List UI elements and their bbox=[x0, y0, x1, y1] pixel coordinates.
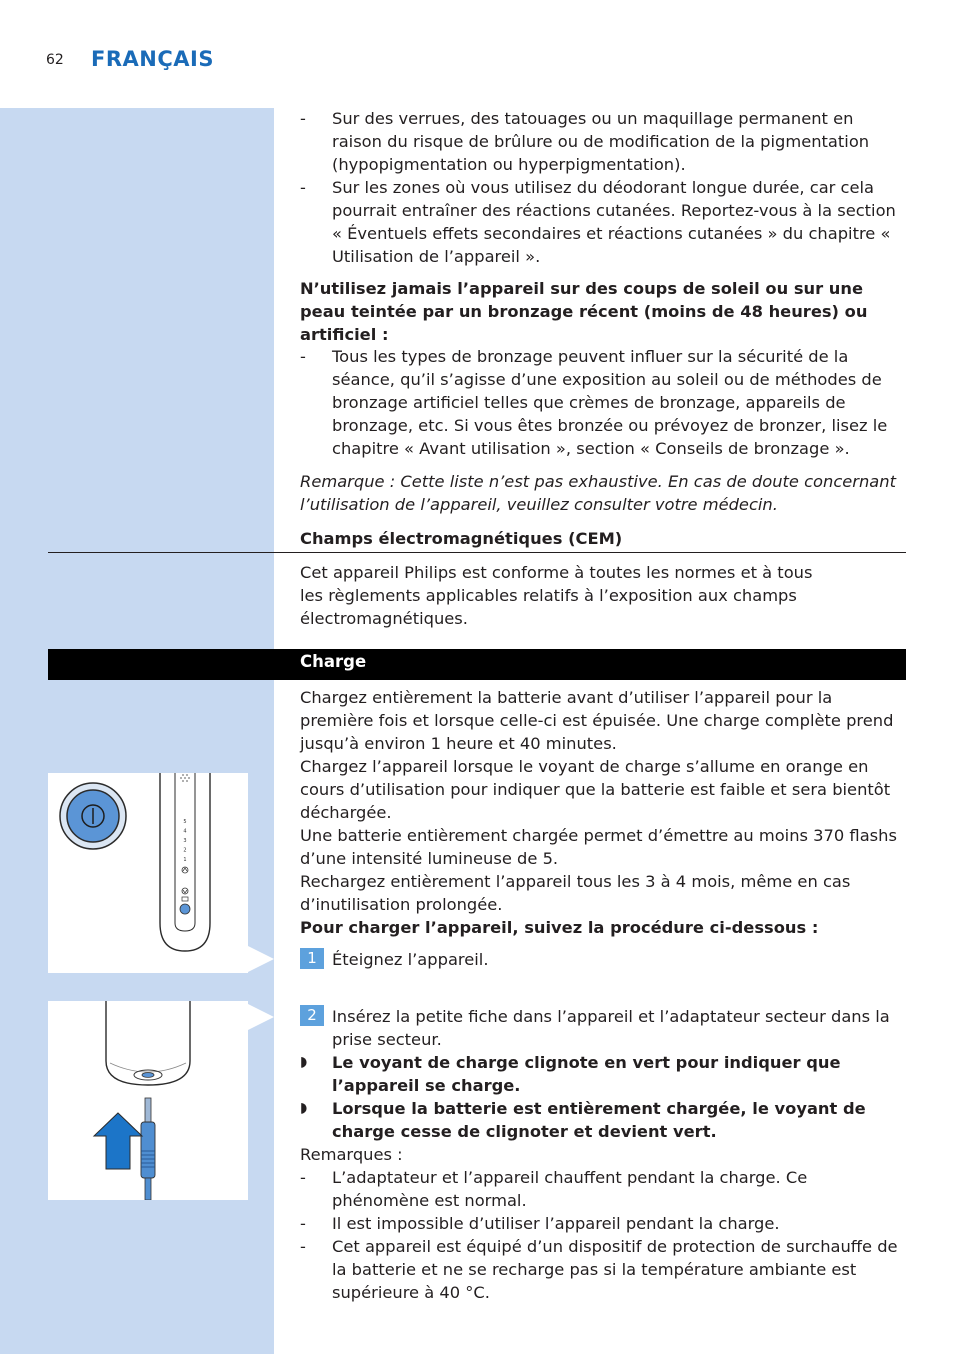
result-bullet-icon: ◗ bbox=[300, 1100, 308, 1116]
device-power-illustration bbox=[48, 773, 248, 973]
paragraph: Chargez l’appareil lorsque le voyant de charge s’allume en orange en cours d’utilisation pour indiquer que la batterie est faible et sera bientôt déchargée. bbox=[300, 757, 891, 822]
page-number: 62 bbox=[46, 52, 64, 68]
intensity-level-label: 1 bbox=[183, 857, 187, 863]
power-button-icon bbox=[60, 783, 126, 849]
figure-power-off bbox=[48, 773, 248, 973]
paragraph: Chargez entièrement la batterie avant d’utiliser l’appareil pour la première fois et lorsque celle-ci est épuisée. Une charge complète prend jusqu’à environ 1 heure et 40 minutes. bbox=[300, 688, 894, 753]
step-1 bbox=[300, 948, 906, 971]
emf-heading: Champs électromagnétiques (CEM) bbox=[300, 529, 623, 548]
step-2-block bbox=[300, 1005, 906, 1304]
intensity-level-label: 3 bbox=[183, 838, 187, 844]
warning-heading: N’utilisez jamais l’appareil sur des coups de soleil ou sur une peau teintée par un bronzage récent (moins de 48 heures) ou artificiel : bbox=[300, 279, 868, 344]
list-item: - L’adaptateur et l’appareil chauffent pendant la charge. Ce phénomène est normal. bbox=[300, 1168, 808, 1210]
language-title: FRANÇAIS bbox=[91, 47, 214, 71]
intensity-level-label: 4 bbox=[183, 828, 187, 835]
list-item: - Il est impossible d’utiliser l’appareil pendant la charge. bbox=[300, 1214, 780, 1233]
result-item: ◗ Lorsque la batterie est entièrement chargée, le voyant de charge cesse de clignoter et devient vert. bbox=[300, 1099, 866, 1141]
step-number: 2 bbox=[300, 1005, 324, 1026]
charge-section-bar bbox=[48, 649, 906, 680]
result-item: ◗ Le voyant de charge clignote en vert pour indiquer que l’appareil se charge. bbox=[300, 1053, 841, 1095]
charging-illustration bbox=[48, 1001, 248, 1200]
list-item: - Tous les types de bronzage peuvent influer sur la sécurité de la séance, qu’il s’agisse d’une exposition au soleil ou de méthodes de bronzage artificiel telles que crèmes de bronzage, appareils de bronzage, etc. Si vous êtes bronzée ou prévoyez de bronzer, lisez le chapitre « Avant utilisation », section « Conseils de bronzage ». bbox=[300, 347, 888, 458]
figure-pointer bbox=[248, 1004, 274, 1030]
remark-note: Remarque : Cette liste n’est pas exhaustive. En cas de doute concernant l’utilisation de l’appareil, veuillez consulter votre médecin. bbox=[300, 472, 896, 514]
list-item: - Sur des verrues, des tatouages ou un maquillage permanent en raison du risque de brûlure ou de modification de la pigmentation (hypopigmentation ou hyperpigmentation). bbox=[300, 109, 870, 174]
result-bullet-icon: ◗ bbox=[300, 1054, 308, 1070]
intensity-level-label: 2 bbox=[183, 847, 187, 854]
figure-pointer bbox=[248, 946, 274, 972]
precautions-list bbox=[300, 107, 906, 268]
step-text: Éteignez l’appareil. bbox=[332, 950, 489, 969]
figure-charging bbox=[48, 1001, 248, 1200]
procedure-heading: Pour charger l’appareil, suivez la procédure ci-dessous : bbox=[300, 918, 819, 937]
list-item: - Cet appareil est équipé d’un dispositif de protection de surchauffe de la batterie et ne se recharge pas si la température ambiante est supérieure à 40 °C. bbox=[300, 1237, 898, 1302]
emf-text: Cet appareil Philips est conforme à toutes les normes et à tous les règlements applicables relatifs à l’exposition aux champs électromagnétiques. bbox=[300, 563, 813, 628]
charge-intro bbox=[300, 686, 906, 939]
step-text: Insérez la petite fiche dans l’appareil et l’adaptateur secteur dans la prise secteur. bbox=[332, 1007, 890, 1049]
up-arrow-icon bbox=[94, 1113, 142, 1169]
section-divider bbox=[48, 552, 906, 553]
step-number: 1 bbox=[300, 948, 324, 969]
charge-heading: Charge bbox=[300, 652, 367, 671]
paragraph: Une batterie entièrement chargée permet d’émettre au moins 370 flashs d’une intensité lumineuse de 5. bbox=[300, 826, 897, 868]
paragraph: Rechargez entièrement l’appareil tous les 3 à 4 mois, même en cas d’inutilisation prolongée. bbox=[300, 872, 851, 914]
notes-heading: Remarques : bbox=[300, 1145, 403, 1164]
warning-list bbox=[300, 345, 906, 460]
intensity-level-label: 5 bbox=[183, 819, 187, 825]
list-item: - Sur les zones où vous utilisez du déodorant longue durée, car cela pourrait entraîner des réactions cutanées. Reportez-vous à la section « Éventuels effets secondaires et réactions cutanées » du chapitre « Utilisation de l’appareil ». bbox=[300, 178, 896, 266]
